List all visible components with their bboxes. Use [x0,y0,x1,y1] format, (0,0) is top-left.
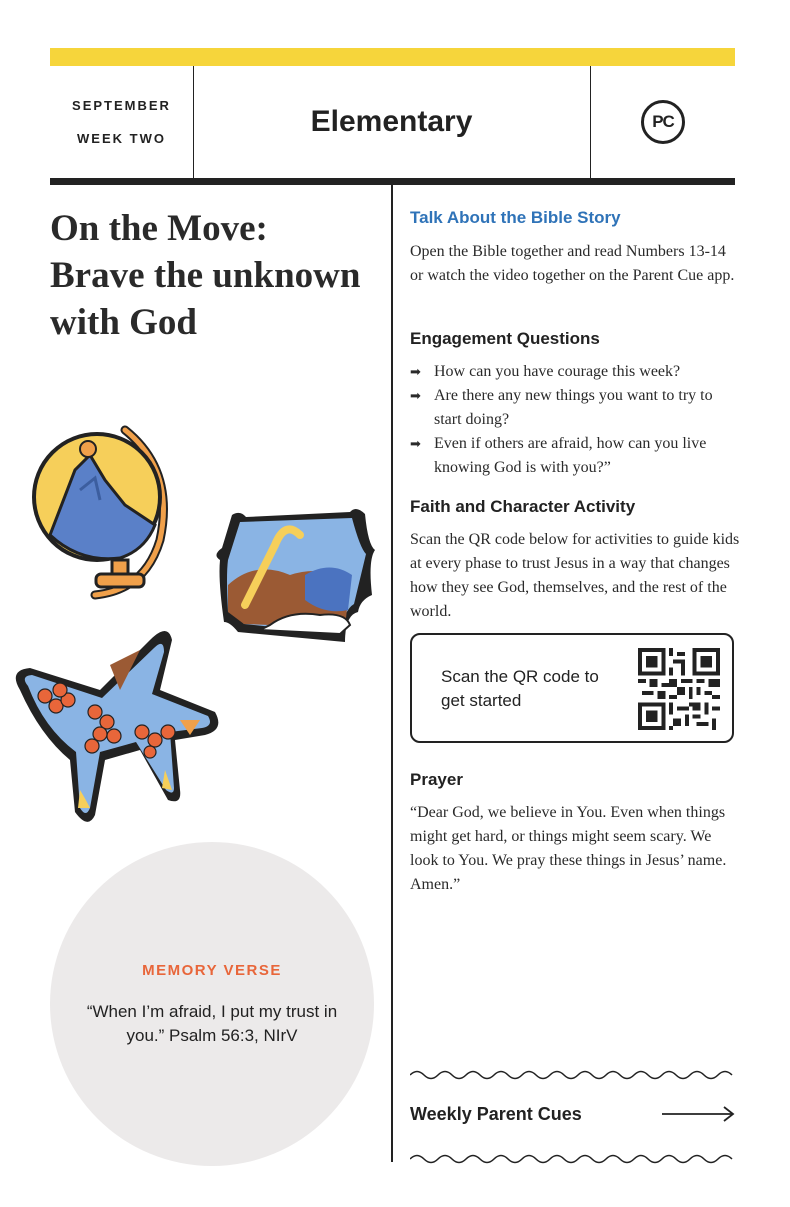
engagement-questions [410,360,740,480]
bible-story-body: Open the Bible together and read Numbers 13-14 or watch the video together on the Parent Cue app. [410,243,735,284]
parent-cue-logo [641,100,685,144]
arrow-bullet-icon: ➡ [410,436,421,451]
page-title: Elementary [310,105,473,138]
date-block [50,66,194,178]
bible-story-heading: Talk About the Bible Story [410,208,621,227]
question-item [410,360,740,384]
logo-text: PC [652,112,674,131]
wave-divider-bottom [410,1152,736,1166]
shepherd-staff-picture-icon [216,509,375,642]
prayer-body: “Dear God, we believe in You. Even when things might get hard, or things might seem scary. We look to You. We pray these things in Jesus’ name. Amen.” [410,804,727,893]
engagement-heading: Engagement Questions [410,329,600,348]
logo-block [590,66,735,178]
arrow-bullet-icon: ➡ [410,388,421,403]
month-label: SEPTEMBER [72,98,171,113]
qr-instructions: Scan the QR code to get started [441,667,599,710]
memory-verse-circle [50,842,374,1166]
memory-verse-text: “When I’m afraid, I put my trust in you.” Psalm 56:3, NIrV [86,1002,338,1045]
arrow-right-icon[interactable] [660,1102,736,1126]
column-divider [391,185,393,1162]
prayer-heading: Prayer [410,770,463,789]
question-text: How can you have courage this week? [434,363,681,380]
illustrations [0,415,390,835]
activity-heading: Faith and Character Activity [410,497,636,516]
question-item [410,384,740,432]
arrow-bullet-icon: ➡ [410,364,421,379]
airplane-icon [16,631,219,822]
qr-card[interactable] [410,633,734,743]
weekly-parent-cues-link[interactable]: Weekly Parent Cues [410,1104,582,1124]
lesson-title: On the Move: Brave the unknown with God [50,208,361,343]
week-label: WEEK TWO [77,131,166,146]
header [50,66,735,185]
question-text: Even if others are afraid, how can you live knowing God is with you?” [434,435,707,476]
question-text: Are there any new things you want to try to start doing? [434,387,713,428]
qr-code-icon[interactable] [638,648,720,730]
wave-divider-top [410,1068,736,1082]
activity-body: Scan the QR code below for activities to guide kids at every phase to trust Jesus in a way that changes how they see God, themselves, and the rest of the world. [410,531,740,620]
question-item [410,432,740,480]
memory-verse-label: MEMORY VERSE [142,962,282,979]
globe-icon [34,430,163,595]
header-accent-bar [50,48,735,66]
